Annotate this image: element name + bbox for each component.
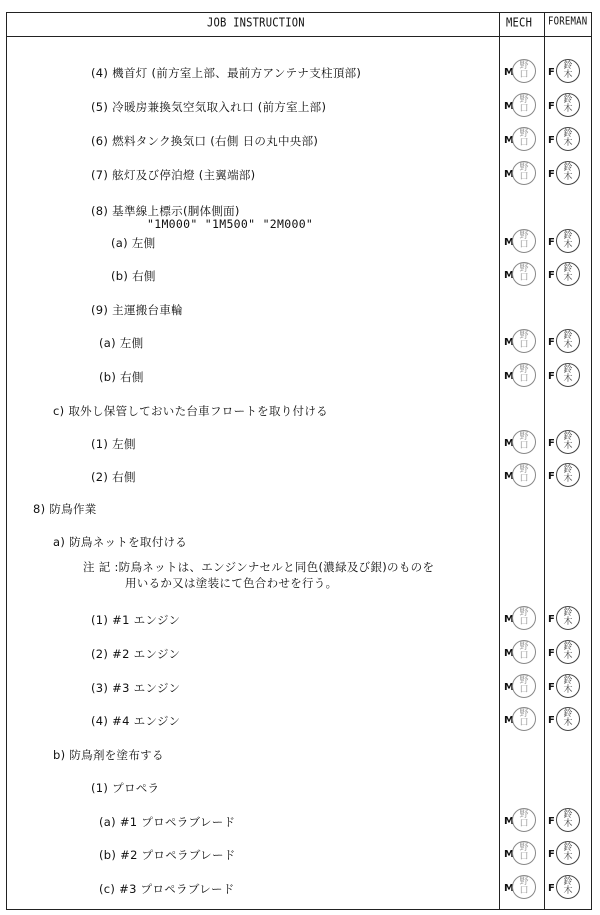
foreman-seal-stamp (556, 875, 580, 899)
instruction-line: (b) #2 プロペラブレード (99, 848, 236, 862)
seal-char: 鈴 (563, 331, 573, 341)
instruction-line: (2) #2 エンジン (91, 647, 181, 661)
mech-header: MECH (506, 16, 533, 30)
foreman-label: F (548, 135, 555, 146)
seal-char: 口 (519, 104, 529, 114)
foreman-seal-stamp (556, 229, 580, 253)
foreman-label: F (548, 816, 555, 827)
seal-char: 野 (519, 843, 529, 853)
seal-char: 木 (563, 104, 573, 114)
mech-label: M (504, 614, 514, 625)
seal-char: 木 (563, 273, 573, 283)
seal-char: 口 (519, 852, 529, 862)
seal-char: 口 (519, 886, 529, 896)
instruction-line: (1) プロペラ (91, 781, 160, 795)
mech-label: M (504, 715, 514, 726)
instruction-line: (4) #4 エンジン (91, 714, 181, 728)
seal-char: 鈴 (563, 608, 573, 618)
seal-char: 木 (563, 172, 573, 182)
foreman-label: F (548, 101, 555, 112)
instruction-line: (a) 左側 (111, 236, 156, 250)
seal-char: 野 (519, 61, 529, 71)
mech-seal-stamp (512, 93, 536, 117)
seal-char: 鈴 (563, 642, 573, 652)
instruction-line: 用いるか又は塗装にて色合わせを行う。 (125, 576, 338, 590)
seal-char: 口 (519, 685, 529, 695)
seal-char: 鈴 (563, 61, 573, 71)
seal-char: 木 (563, 474, 573, 484)
mech-seal-stamp (512, 229, 536, 253)
instruction-line: 注 記 :防鳥ネットは、エンジンナセルと同色(濃緑及び銀)のものを (83, 560, 435, 574)
mech-seal-stamp (512, 127, 536, 151)
foreman-label: F (548, 169, 555, 180)
seal-char: 野 (519, 231, 529, 241)
foreman-label: F (548, 371, 555, 382)
foreman-label: F (548, 648, 555, 659)
seal-char: 口 (519, 819, 529, 829)
mech-seal-stamp (512, 841, 536, 865)
seal-char: 口 (519, 651, 529, 661)
instruction-line: (c) #3 プロペラブレード (99, 882, 235, 896)
seal-char: 野 (519, 877, 529, 887)
seal-char: 木 (563, 685, 573, 695)
seal-char: 野 (519, 709, 529, 719)
foreman-seal-stamp (556, 59, 580, 83)
seal-char: 鈴 (563, 129, 573, 139)
seal-char: 野 (519, 163, 529, 173)
seal-char: 木 (563, 340, 573, 350)
seal-char: 口 (519, 138, 529, 148)
mech-seal-stamp (512, 430, 536, 454)
instruction-line: a) 防鳥ネットを取付ける (53, 535, 188, 549)
foreman-seal-stamp (556, 93, 580, 117)
seal-char: 野 (519, 264, 529, 274)
mech-label: M (504, 371, 514, 382)
seal-char: 木 (563, 138, 573, 148)
foreman-column-divider (544, 13, 545, 909)
instruction-line: (9) 主運搬台車輪 (91, 303, 183, 317)
instruction-line: (a) #1 プロペラブレード (99, 815, 236, 829)
mech-seal-stamp (512, 707, 536, 731)
mech-label: M (504, 270, 514, 281)
mech-seal-stamp (512, 674, 536, 698)
instruction-line: (b) 右側 (111, 269, 156, 283)
foreman-seal-stamp (556, 262, 580, 286)
instruction-line: (5) 冷暖房兼換気空気取入れ口 (前方室上部) (91, 100, 327, 114)
mech-label: M (504, 682, 514, 693)
foreman-seal-stamp (556, 841, 580, 865)
mech-seal-stamp (512, 329, 536, 353)
seal-char: 木 (563, 886, 573, 896)
seal-char: 木 (563, 374, 573, 384)
seal-char: 口 (519, 172, 529, 182)
seal-char: 野 (519, 608, 529, 618)
mech-seal-stamp (512, 875, 536, 899)
seal-char: 鈴 (563, 465, 573, 475)
seal-char: 鈴 (563, 163, 573, 173)
mech-label: M (504, 67, 514, 78)
foreman-label: F (548, 67, 555, 78)
seal-char: 野 (519, 432, 529, 442)
job-instruction-header: JOB INSTRUCTION (207, 16, 305, 30)
mech-label: M (504, 101, 514, 112)
mech-seal-stamp (512, 606, 536, 630)
mech-label: M (504, 471, 514, 482)
instruction-line: (2) 右側 (91, 470, 136, 484)
seal-char: 野 (519, 642, 529, 652)
mech-label: M (504, 135, 514, 146)
mech-seal-stamp (512, 808, 536, 832)
seal-char: 鈴 (563, 432, 573, 442)
mech-column-divider (499, 13, 500, 909)
foreman-label: F (548, 237, 555, 248)
mech-label: M (504, 648, 514, 659)
instruction-line: (a) 左側 (99, 336, 144, 350)
seal-char: 野 (519, 331, 529, 341)
seal-char: 鈴 (563, 709, 573, 719)
foreman-label: F (548, 682, 555, 693)
mech-label: M (504, 883, 514, 894)
seal-char: 口 (519, 474, 529, 484)
header-divider (7, 36, 591, 37)
seal-char: 野 (519, 810, 529, 820)
seal-char: 口 (519, 718, 529, 728)
seal-char: 木 (563, 441, 573, 451)
seal-char: 鈴 (563, 231, 573, 241)
foreman-header: FOREMAN (548, 16, 588, 28)
seal-char: 鈴 (563, 843, 573, 853)
seal-char: 口 (519, 617, 529, 627)
instruction-line: (3) #3 エンジン (91, 681, 181, 695)
seal-char: 野 (519, 465, 529, 475)
mech-seal-stamp (512, 463, 536, 487)
seal-char: 木 (563, 718, 573, 728)
mech-seal-stamp (512, 59, 536, 83)
foreman-seal-stamp (556, 463, 580, 487)
seal-char: 鈴 (563, 676, 573, 686)
instruction-line: (6) 燃料タンク換気口 (右側 日の丸中央部) (91, 134, 319, 148)
foreman-seal-stamp (556, 363, 580, 387)
mech-label: M (504, 237, 514, 248)
seal-char: 口 (519, 70, 529, 80)
instruction-line: (4) 機首灯 (前方室上部、最前方アンテナ支柱頂部) (91, 66, 362, 80)
foreman-label: F (548, 715, 555, 726)
foreman-seal-stamp (556, 674, 580, 698)
foreman-label: F (548, 471, 555, 482)
seal-char: 口 (519, 340, 529, 350)
instruction-line: c) 取外し保管しておいた台車フロートを取り付ける (53, 404, 328, 418)
foreman-label: F (548, 337, 555, 348)
mech-seal-stamp (512, 161, 536, 185)
seal-char: 木 (563, 70, 573, 80)
foreman-seal-stamp (556, 161, 580, 185)
foreman-seal-stamp (556, 430, 580, 454)
seal-char: 木 (563, 819, 573, 829)
instruction-line: (7) 舷灯及び停泊燈 (主翼端部) (91, 168, 256, 182)
instruction-line: (b) 右側 (99, 370, 144, 384)
foreman-seal-stamp (556, 808, 580, 832)
instruction-line: (8) 基準線上標示(胴体側面) (91, 204, 240, 218)
seal-char: 木 (563, 240, 573, 250)
mech-label: M (504, 816, 514, 827)
instruction-line: "1M000" "1M500" "2M000" (147, 217, 314, 231)
mech-seal-stamp (512, 640, 536, 664)
instruction-table (6, 12, 592, 910)
seal-char: 野 (519, 129, 529, 139)
mech-label: M (504, 337, 514, 348)
instruction-line: (1) #1 エンジン (91, 613, 181, 627)
mech-label: M (504, 849, 514, 860)
seal-char: 野 (519, 95, 529, 105)
mech-label: M (504, 169, 514, 180)
seal-char: 鈴 (563, 264, 573, 274)
foreman-label: F (548, 438, 555, 449)
seal-char: 木 (563, 617, 573, 627)
foreman-seal-stamp (556, 606, 580, 630)
mech-seal-stamp (512, 262, 536, 286)
foreman-label: F (548, 270, 555, 281)
foreman-seal-stamp (556, 707, 580, 731)
seal-char: 口 (519, 441, 529, 451)
seal-char: 野 (519, 365, 529, 375)
foreman-seal-stamp (556, 127, 580, 151)
instruction-line: (1) 左側 (91, 437, 136, 451)
foreman-label: F (548, 883, 555, 894)
foreman-label: F (548, 849, 555, 860)
instruction-line: 8) 防鳥作業 (33, 502, 97, 516)
mech-label: M (504, 438, 514, 449)
instruction-line: b) 防鳥剤を塗布する (53, 748, 164, 762)
seal-char: 口 (519, 374, 529, 384)
foreman-seal-stamp (556, 329, 580, 353)
mech-seal-stamp (512, 363, 536, 387)
seal-char: 鈴 (563, 365, 573, 375)
seal-char: 木 (563, 651, 573, 661)
seal-char: 口 (519, 273, 529, 283)
seal-char: 野 (519, 676, 529, 686)
foreman-seal-stamp (556, 640, 580, 664)
seal-char: 鈴 (563, 95, 573, 105)
seal-char: 鈴 (563, 810, 573, 820)
seal-char: 口 (519, 240, 529, 250)
seal-char: 木 (563, 852, 573, 862)
seal-char: 鈴 (563, 877, 573, 887)
foreman-label: F (548, 614, 555, 625)
